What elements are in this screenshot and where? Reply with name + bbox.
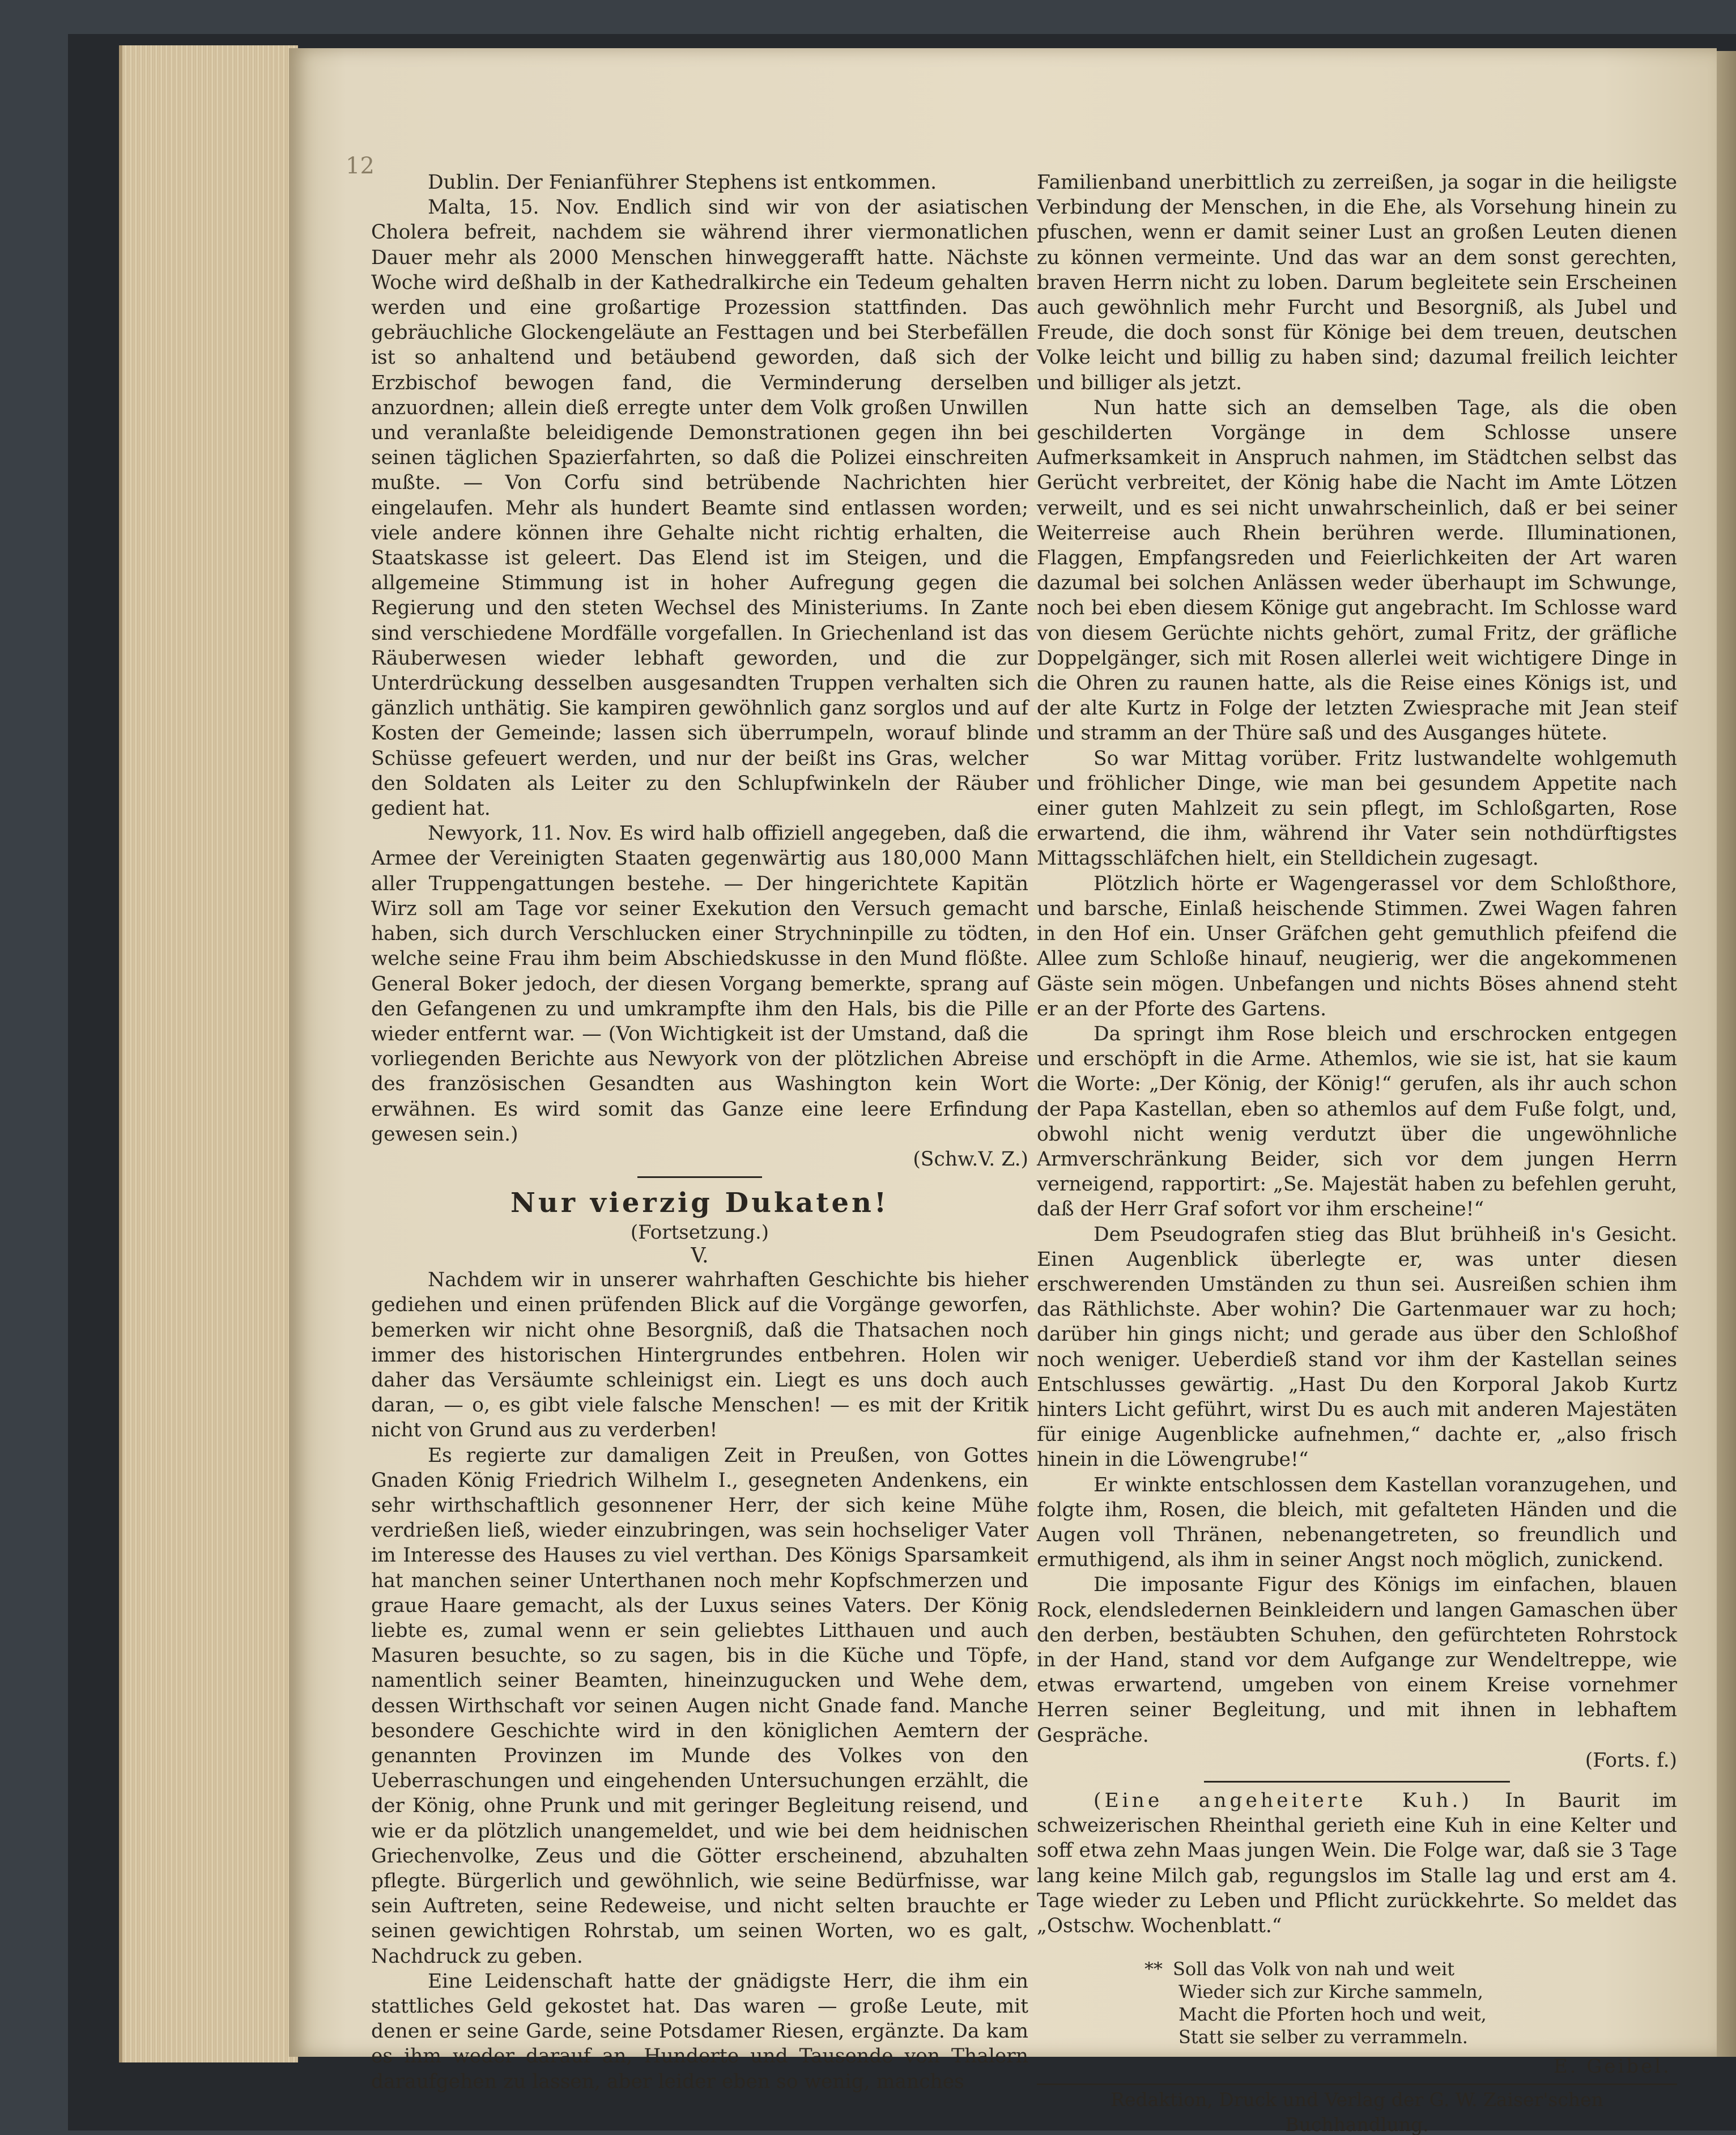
story-paragraph: Nachdem wir in unserer wahrhaften Geschichte bis hieher gediehen und einen prüfenden Blick auf die Vorgänge geworfen, bemerken wir nicht ohne Besorgniß, daß die Thatsachen noch immer des historischen Hintergrundes entbehren. Holen wir daher das Versäumte schleinigst ein. Liegt es uns doch auch daran, — o, es gibt viele falsche Menschen! — es mit der Kritik nicht von Grund aus zu verderben! [371, 1269, 1028, 1442]
news-dublin: Dublin. Der Fenianführer Stephens ist entkommen. [428, 171, 937, 194]
story-paragraph: Nun hatte sich an demselben Tage, als die oben geschilderten Vorgänge in dem Schlosse unsere Aufmerksamkeit in Anspruch nahmen, im Städtchen selbst das Gerücht verbreitet, der König habe die Nacht im Amte Lötzen verweilt, und es sei nicht unwahrscheinlich, daß er bei seiner Weiterreise auch Rhein berühren werde. Illuminationen, Flaggen, Empfangsreden und Feierlichkeiten der Art waren dazumal bei solchen Anlässen weder überhaupt im Schwunge, noch bei eben diesem Könige gut angebracht. Im Schlosse ward von diesem Gerüchte nichts gehört, zumal Fritz, der gräfliche Doppelgänger, sich mit Rosen allerlei weit wichtigere Dinge in die Ohren zu raunen hatte, als die Reise eines Königs ist, und der alte Kurtz in Folge der letzten Zwiesprache mit Jean steif und stramm an der Thüre saß und des Ausganges hütete. [1037, 396, 1677, 745]
story-continuation: (Forts. f.) [1585, 1749, 1677, 1772]
section-divider [637, 1176, 762, 1178]
chapter-number: V. [691, 1244, 709, 1268]
poem-line: Macht die Pforten hoch und weit, [1178, 2004, 1487, 2026]
poem-author: E. Geibel. [1553, 2055, 1671, 2078]
poem [1144, 1958, 1677, 2048]
news-newyork: Newyork, 11. Nov. Es wird halb offiziell angegeben, daß die Armee der Vereinigten Staaten gegenwärtig aus 180,000 Mann aller Truppengattungen bestehe. — Der hingerichtete Kapitän Wirz soll am Tage vor seiner Exekution den Versuch gemacht haben, sich durch Verschlucken einer Strychninpille zu tödten, welche seine Frau ihm beim Abschiedskusse in den Mund flößte. General Boker jedoch, der diesen Vorgang bemerkte, sprang auf den Gefangenen zu und umkrampfte ihm den Hals, bis die Pille wieder entfernt war. — (Von Wichtigkeit ist der Umstand, daß die vorliegenden Berichte aus Newyork von der plötzlichen Abreise des französischen Gesandten aus Washington kein Wort erwähnen. Es wird somit das Ganze eine leere Erfindung gewesen sein.) [371, 822, 1028, 1146]
story-subtitle: (Fortsetzung.) [630, 1221, 769, 1244]
poem-line: Wieder sich zur Kirche sammeln, [1178, 1981, 1483, 2003]
story-paragraph: Es regierte zur damaligen Zeit in Preußen, von Gottes Gnaden König Friedrich Wilhelm I., gesegneten Andenkens, ein sehr wirthschaftlich gesonnener Herr, der sich keine Mühe verdrießen ließ, wieder einzubringen, was sein hochseliger Vater im Interesse des Hauses zu viel verthan. Des Königs Sparsamkeit hat manchen seiner Unterthanen noch mehr Kopfschmerzen und graue Haare gemacht, als der Luxus seines Vaters. Der König liebte es, zumal wenn er sein geliebtes Litthauen und auch Masuren besuchte, so zu sagen, bis in die Küche und Töpfe, namentlich seiner Beamten, hineinzugucken und Wehe dem, dessen Wirthschaft vor seinen Augen nicht Gnade fand. Manche besondere Geschichte wird in den königlichen Aemtern der genannten Provinzen im Munde des Volkes von den Ueberraschungen und eingehenden Untersuchungen erzählt, die der König, ohne Prunk und mit geringer Begleitung reisend, und wie er da plötzlich unangemeldet, und wie bei dem heidnischen Griechenvolke, Zeus und die Götter erscheinend, abzuhalten pflegte. Bürgerlich und gewöhnlich, wie seine Bedürfnisse, war sein Auftreten, seine Redeweise, und nicht selten brauchte er seinen gewichtigen Rohrstab, um seinen Worten, wo es galt, Nachdruck zu geben. [371, 1444, 1028, 1968]
poem-line: ** Soll das Volk von nah und weit [1144, 1958, 1455, 1980]
story-paragraph: Er winkte entschlossen dem Kastellan voranzugehen, und folgte ihm, Rosen, die bleich, mit gefalteten Händen und die Augen voll Thränen, nebenangetreten, so freundlich und ermuthigend, als ihm in seiner Angst noch möglich, zunickend. [1037, 1473, 1677, 1572]
publisher-footer: Redaktion, Druck und Verlag der G. W. Zaiser'schen Buchhandlung. [1110, 2089, 1603, 2135]
story-paragraph: Plötzlich hörte er Wagengerassel vor dem Schloßthore, und barsche, Einlaß heischende Stimmen. Zwei Wagen fahren in den Hof ein. Unser Gräfchen geht gemuthlich pfeifend die Allee zum Schloße hinauf, neugierig, wer die angekommenen Gäste sein mögen. Unbefangen und nichts Böses ahnend steht er an der Pforte des Gartens. [1037, 872, 1677, 1020]
poem-line: Statt sie selber zu verrammeln. [1178, 2026, 1468, 2048]
asterism-icon: ** [1144, 1958, 1163, 1980]
page-number: 12 [346, 153, 375, 179]
story-paragraph: Die imposante Figur des Königs im einfachen, blauen Rock, elendsledernen Beinkleidern und langen Gamaschen über den derben, bestäubten Schuhen, den gefürchteten Rohrstock in der Hand, stand vor dem Aufgange zur Wendeltreppe, wie etwas erwartend, umgeben von einem Kreise vornehmer Herren seiner Begleitung, und mit ihnen in lebhaftem Gespräche. [1037, 1573, 1677, 1747]
story-paragraph: Familienband unerbittlich zu zerreißen, ja sogar in die heiligste Verbindung der Menschen, in die Ehe, als Vorsehung hinein zu pfuschen, wenn er damit seiner Lust an großen Leuten dienen zu können vermeinte. Und das war an dem sonst gerechten, braven Herrn nicht zu loben. Darum begleitete sein Erscheinen auch gewöhnlich mehr Furcht und Besorgniß, als Jubel und Freude, die doch sonst für Könige bei dem treuen, deutschen Volke leicht und billig zu haben sind; dazumal freilich leichter und billiger als jetzt. [1037, 171, 1677, 394]
story-paragraph: Da springt ihm Rose bleich und erschrocken entgegen und erschöpft in die Arme. Athemlos, wie sie ist, hat sie kaum die Worte: „Der König, der König!“ gerufen, als ihr auch schon der Papa Kastellan, eben so athemlos auf dem Fuße folgt, und, obwohl nicht wenig verdutzt über die ungewöhnliche Armverschränkung Beider, sich vor dem jungen Herrn verneigend, rapportirt: „Se. Majestät haben zu befehlen geruht, daß der Herr Graf sofort vor ihm erscheine!“ [1037, 1022, 1677, 1221]
story-paragraph: Eine Leidenschaft hatte der gnädigste Herr, die ihm ein stattliches Geld gekostet hat. Das waren — große Leute, mit denen er seine Garde, seine Potsdamer Riesen, ergänzte. Da kam es ihm weder darauf an, Hunderte und Tausende von Thalern daraufgehen zu lassen, aber leider eben so wenig, manches [371, 1970, 1028, 2093]
story-paragraph: Dem Pseudografen stieg das Blut brühheiß in's Gesicht. Einen Augenblick überlegte er, was unter diesen erschwerenden Umständen zu thun sei. Ausreißen schien ihm das Räthlichste. Aber wohin? Die Gartenmauer war zu hoch; darüber hin gings nicht; und gerade aus über den Schloßhof noch weniger. Ueberdieß stand vor ihm der Kastellan seines Entschlusses gewärtig. „Hast Du den Korporal Jakob Kurtz hinters Licht geführt, wirst Du es auch mit anderen Majestäten für einige Augenblicke aufnehmen,“ dachte er, „also frisch hinein in die Löwengrube!“ [1037, 1223, 1677, 1471]
news-malta: Malta, 15. Nov. Endlich sind wir von der asiatischen Cholera befreit, nachdem sie während ihrer viermonatlichen Dauer mehr als 2000 Menschen hinweggerafft hatte. Nächste Woche wird deßhalb in der Kathedralkirche ein Tedeum gehalten werden und eine großartige Prozession stattfinden. Das gebräuchliche Glockengeläute an Festtagen und bei Sterbefällen ist so anhaltend und betäubend geworden, daß sich der Erzbischof bewogen fand, die Verminderung derselben anzuordnen; allein dieß erregte unter dem Volk großen Unwillen und veranlaßte beleidigende Demonstrationen gegen ihn bei seinen täglichen Spazierfahrten, so daß die Polizei einschreiten mußte. — Von Corfu sind betrübende Nachrichten hier eingelaufen. Mehr als hundert Beamte sind entlassen worden; viele andere können ihre Gehalte nicht richtig erhalten, die Staatskasse ist geleert. Das Elend ist im Steigen, und die allgemeine Stimmung ist in hoher Aufregung gegen die Regierung und den steten Wechsel des Ministeriums. In Zante sind verschiedene Mordfälle vorgefallen. In Griechenland ist das Räuberwesen wieder lebhaft geworden, und die zur Unterdrückung desselben ausgesandten Truppen verhalten sich gänzlich unthätig. Sie kampiren gewöhnlich ganz sorglos und auf Kosten der Gemeinde; lassen sich überrumpeln, worauf blinde Schüsse gefeuert werden, und nur der beißt ins Gras, welcher den Soldaten als Leiter zu den Schlupfwinkeln der Räuber gedient hat. [371, 196, 1028, 820]
anecdote-text: In Baurit im schweizerischen Rheinthal gerieth eine Kuh in eine Kelter und soff etwa zehn Maas jungen Wein. Die Folge war, daß sie 3 Tage lang keine Milch gab, regungslos im Stalle lag und erst am 4. Tage wieder zu Leben und Pflicht zurückkehrte. So meldet das „Ostschw. Wochenblatt.“ [1037, 1789, 1677, 1938]
story-title: Nur vierzig Dukaten! [510, 1187, 890, 1219]
anecdote-title: (Eine angeheiterte Kuh.) [1093, 1789, 1473, 1812]
footer-rule [1037, 2083, 1677, 2085]
page-edges [119, 45, 298, 2062]
anecdote [1037, 1788, 1677, 1938]
story-paragraph: So war Mittag vorüber. Fritz lustwandelte wohlgemuth und fröhlicher Dinge, wie man bei gesundem Appetite nach einer guten Mahlzeit zu sein pflegt, im Schloßgarten, Rose erwartend, die ihm, während ihr Vater sein nothdürftigstes Mittagsschläfchen hielt, ein Stelldichein zugesagt. [1037, 747, 1677, 870]
news-source: (Schw.V. Z.) [913, 1147, 1028, 1171]
section-divider [1204, 1781, 1510, 1783]
right-column [1037, 170, 1677, 2135]
left-column [371, 170, 1028, 2094]
